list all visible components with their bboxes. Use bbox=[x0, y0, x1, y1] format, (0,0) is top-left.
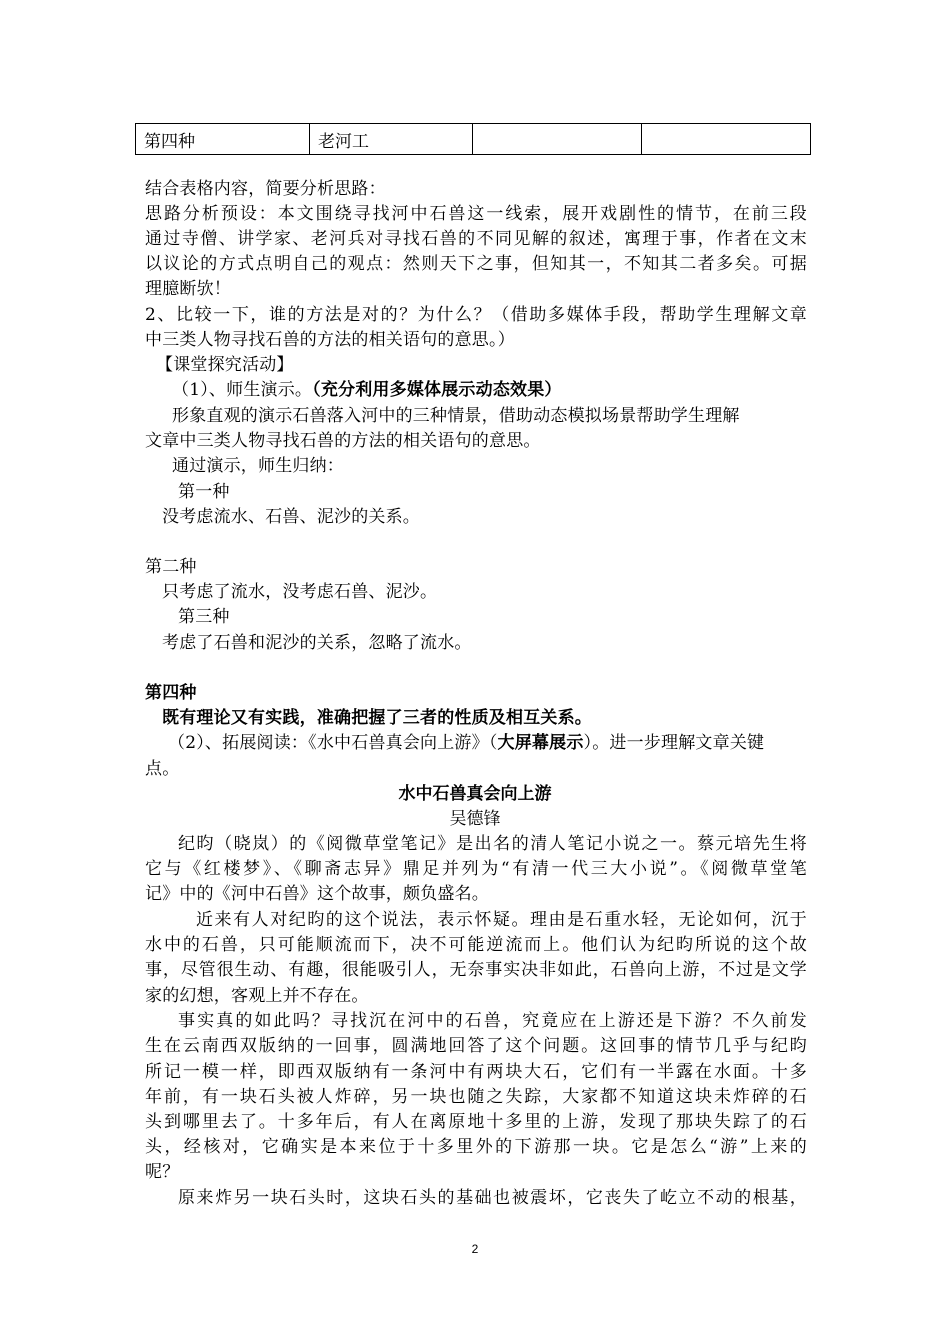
text-line: 原来炸另一块石头时，这块石头的基础也被震坏，它丧失了屹立不动的根基， bbox=[178, 1188, 807, 1208]
text-line: 点。 bbox=[145, 759, 180, 779]
text-line: 纪昀（晓岚）的《阅微草堂笔记》是出名的清人笔记小说之一。蔡元培先生将 bbox=[178, 834, 807, 854]
text-line: 中三类人物寻找石兽的方法的相关语句的意思。） bbox=[145, 330, 515, 350]
text-line: 理臆断欤！ bbox=[145, 279, 231, 299]
text-line: 第二种 bbox=[145, 557, 197, 577]
table-cell-method: 第四种 bbox=[136, 124, 310, 155]
text-line: 没考虑流水、石兽、泥沙的关系。 bbox=[162, 507, 420, 527]
text-line bbox=[172, 378, 562, 403]
text-line: 既有理论又有实践，准确把握了三者的性质及相互关系。 bbox=[162, 708, 592, 728]
reading-label: （2）、拓展阅读：《水中石兽真会向上游》（ bbox=[168, 733, 498, 753]
summary-table bbox=[135, 123, 811, 155]
text-line: 结合表格内容，简要分析思路： bbox=[145, 179, 386, 199]
article-title: 水中石兽真会向上游 bbox=[398, 784, 552, 804]
text-line: 通过演示，师生归纳： bbox=[172, 456, 344, 476]
activity-note: （充分利用多媒体展示动态效果） bbox=[312, 380, 562, 400]
text-line: 只考虑了流水，没考虑石兽、泥沙。 bbox=[162, 582, 438, 602]
text-line: 形象直观的演示石兽落入河中的三种情景，借助动态模拟场景帮助学生理解 bbox=[172, 406, 740, 426]
reading-tail: ）。进一步理解文章关键 bbox=[583, 733, 765, 753]
text-line: 第一种 bbox=[178, 482, 230, 502]
text-line: 家的幻想，客观上并不存在。 bbox=[145, 986, 369, 1006]
text-line bbox=[168, 731, 764, 756]
text-line: 年前，有一块石头被人炸碎，另一块也随之失踪，大家都不知道这块未炸碎的石 bbox=[145, 1087, 807, 1107]
text-line: 头，经核对，它确实是本来位于十多里外的下游那一块。它是怎么“游”上来的 bbox=[145, 1137, 807, 1157]
text-line: 第四种 bbox=[145, 683, 197, 703]
text-line: 通过寺僧、讲学家、老河兵对寻找石兽的不同见解的叙述，寓理于事，作者在文末 bbox=[145, 229, 807, 249]
article-author: 吴德锋 bbox=[449, 809, 501, 829]
text-line: 事实真的如此吗？寻找沉在河中的石兽，究竟应在上游还是下游？不久前发 bbox=[178, 1011, 807, 1031]
text-line: 它与《红楼梦》、《聊斋志异》鼎足并列为“有清一代三大小说”。《阅微草堂笔 bbox=[145, 859, 807, 879]
page-number: 2 bbox=[471, 1242, 479, 1256]
text-line: 近来有人对纪昀的这个说法，表示怀疑。理由是石重水轻，无论如何，沉于 bbox=[196, 910, 807, 930]
text-line: 事，尽管很生动、有趣，很能吸引人，无奈事实决非如此，石兽向上游，不过是文学 bbox=[145, 960, 807, 980]
text-line: 头到哪里去了。十多年后，有人在离原地十多里的上游，发现了那块失踪了的石 bbox=[145, 1112, 807, 1132]
reading-emphasis: 大屏幕展示 bbox=[497, 733, 584, 753]
table-cell-empty bbox=[473, 124, 642, 155]
text-line: 以议论的方式点明自己的观点：然则天下之事，但知其一，不知其二者多矣。可据 bbox=[145, 254, 807, 274]
text-line: 文章中三类人物寻找石兽的方法的相关语句的意思。 bbox=[145, 431, 541, 451]
text-line: 第三种 bbox=[178, 607, 230, 627]
text-line: 水中的石兽，只可能顺流而下，决不可能逆流而上。他们认为纪昀所说的这个故 bbox=[145, 935, 807, 955]
text-line: 2、比较一下，谁的方法是对的？为什么？（借助多媒体手段，帮助学生理解文章 bbox=[145, 305, 807, 325]
text-line: 思路分析预设：本文围绕寻找河中石兽这一线索，展开戏剧性的情节，在前三段 bbox=[145, 204, 807, 224]
text-line: 所记一模一样，即西双版纳有一条河中有两块大石，它们有一半露在水面。十多 bbox=[145, 1062, 807, 1082]
activity-label: （1）、师生演示。 bbox=[172, 380, 313, 400]
section-heading: 【课堂探究活动】 bbox=[156, 355, 294, 375]
text-line: 考虑了石兽和泥沙的关系，忽略了流水。 bbox=[162, 633, 472, 653]
text-line: 生在云南西双版纳的一回事，圆满地回答了这个问题。这回事的情节几乎与纪昀 bbox=[145, 1036, 807, 1056]
text-line: 呢？ bbox=[145, 1162, 180, 1182]
table-cell-empty bbox=[642, 124, 811, 155]
text-line: 记》中的《河中石兽》这个故事，颇负盛名。 bbox=[145, 884, 489, 904]
table-row bbox=[136, 124, 811, 155]
table-cell-person: 老河工 bbox=[310, 124, 473, 155]
